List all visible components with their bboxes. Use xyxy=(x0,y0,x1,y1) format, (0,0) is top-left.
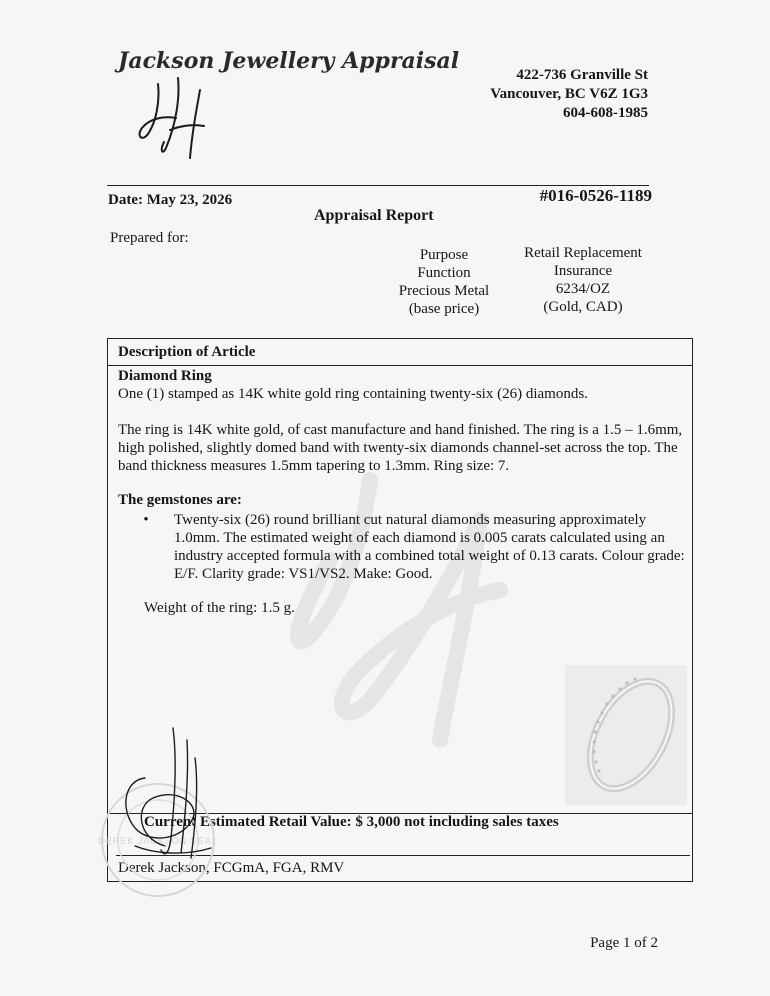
company-phone: 604-608-1985 xyxy=(563,105,648,121)
base-price-label: (base price) xyxy=(408,301,480,317)
precious-metal-label: Precious Metal xyxy=(398,283,490,299)
brand-name: Jackson Jewellery Appraisal xyxy=(118,48,460,74)
gemstone-description: Twenty-six (26) round brilliant cut natural diamonds measuring approximately 1.0mm. The estimated weight of each diamond is 0.005 carats calculated using an industry accepted formula with a combined total weight of 0.13 carats. Colour grade: E/F. Clarity grade: VS1/VS2. Make: Good. xyxy=(174,512,685,582)
ring-weight: Weight of the ring: 1.5 g. xyxy=(144,600,295,616)
report-title: Appraisal Report xyxy=(314,207,434,224)
purpose-label: Purpose xyxy=(419,247,469,263)
ring-details: The ring is 14K white gold, of cast manufacture and hand finished. The ring is a 1.5 – 1.6mm, high polished, slightly domed band with twenty-six diamonds channel-set across the top. The band thickness measures 1.5mm tapering to 1.3mm. Ring size: 7. xyxy=(118,422,683,474)
precious-metal-value: 6234/OZ xyxy=(555,281,611,297)
report-date: Date: May 23, 2026 xyxy=(108,192,233,208)
function-value: Insurance xyxy=(553,263,613,279)
ring-title: Diamond Ring xyxy=(118,368,212,384)
bullet-icon: • xyxy=(143,512,149,528)
article-heading: Description of Article xyxy=(118,344,256,360)
seal-text: DEREK JACKSON SEAL xyxy=(98,836,218,846)
address-city: Vancouver, BC V6Z 1G3 xyxy=(490,86,648,102)
page-number: Page 1 of 2 xyxy=(590,935,658,951)
gemstones-heading: The gemstones are: xyxy=(118,492,242,508)
function-label: Function xyxy=(417,265,471,281)
jh-monogram-icon xyxy=(130,72,220,172)
estimated-retail-value: Current Estimated Retail Value: $ 3,000 not including sales taxes xyxy=(144,814,559,830)
address-street: 422-736 Granville St xyxy=(516,67,648,83)
purpose-value: Retail Replacement xyxy=(524,245,642,261)
report-number: #016-0526-1189 xyxy=(539,186,652,205)
gemstone-list-item xyxy=(118,511,688,583)
article-box-header xyxy=(108,339,692,366)
signature-icon xyxy=(115,718,225,868)
report-field-labels xyxy=(390,246,498,318)
report-field-values xyxy=(518,244,648,316)
prepared-for-label: Prepared for: xyxy=(110,230,189,246)
appraiser-name: Derek Jackson, FCGmA, FGA, RMV xyxy=(118,860,345,876)
ring-summary: One (1) stamped as 14K white gold ring containing twenty-six (26) diamonds. xyxy=(118,386,588,402)
article-content xyxy=(118,367,688,617)
company-address xyxy=(490,66,648,123)
diamond-ring-icon xyxy=(565,665,687,805)
base-price-value: (Gold, CAD) xyxy=(543,299,623,315)
